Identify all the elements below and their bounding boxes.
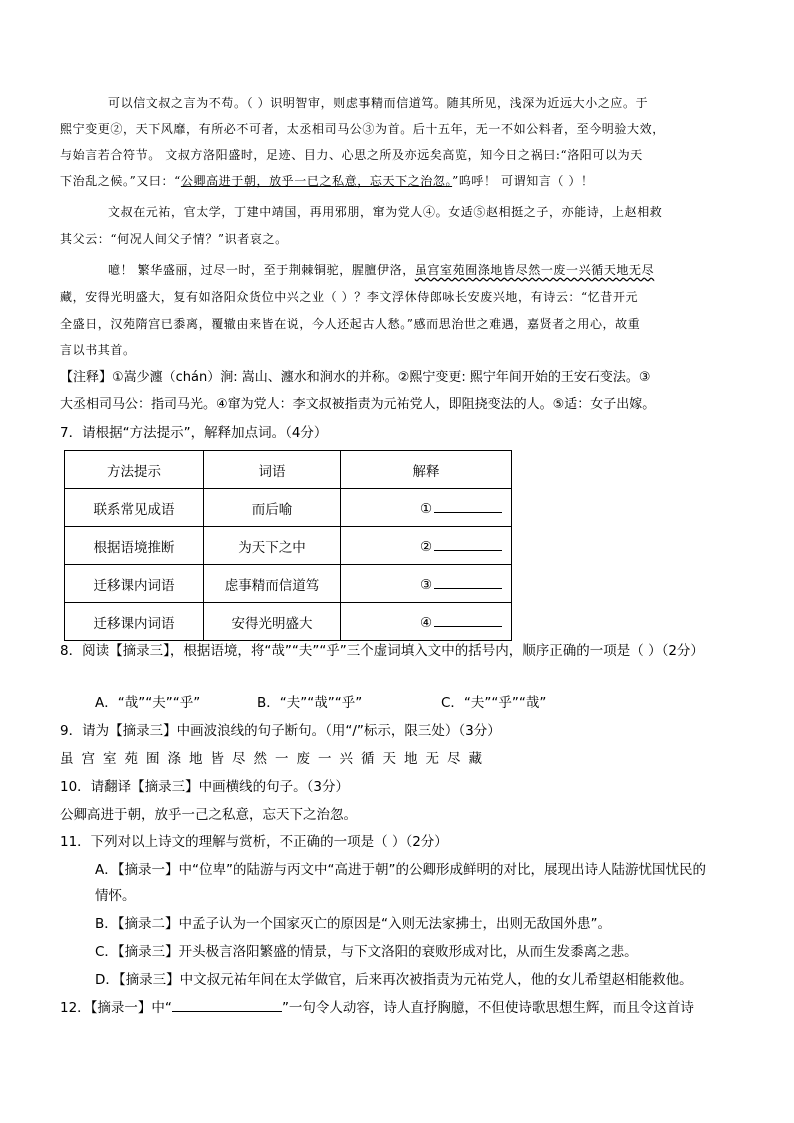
answer-blank[interactable] <box>434 536 502 551</box>
passage-text: 噫！ 繁华盛丽，过尽一时，至于荆棘铜驼，腥膻伊洛， <box>108 263 415 277</box>
passage-text: ”呜呼！ 可谓知言（ ）！ <box>452 174 594 188</box>
table-row <box>65 603 512 641</box>
answer-number: ④ <box>419 615 433 631</box>
option-d[interactable]: D．【摘录三】中文叔元祐年间在太学做官，后来再次被指责为元祐党人，他的女儿希望赵相能救他。 <box>95 972 693 988</box>
table-row <box>65 565 512 603</box>
passage-line: 藏，安得光明盛大，复有如洛阳众货位中兴之业（ ）？李文浮休侍郎咏长安废兴地，有诗云：“忆昔开元 <box>60 290 639 304</box>
underlined-sentence: 公卿高进于朝，放乎一已之私意，忘天下之治忽。 <box>180 174 453 188</box>
answer-blank[interactable] <box>434 498 502 513</box>
method-cell: 迁移课内词语 <box>65 565 204 603</box>
passage-line: 熙宁变更②，天下风靡，有所必不可者，太丞相司马公③为首。后十五年，无一不如公料者，至今明验大效， <box>60 122 665 136</box>
answer-number: ① <box>419 501 433 517</box>
question-11-stem: 11．下列对以上诗文的理解与赏析，不正确的一项是（ ）（2分） <box>60 834 448 850</box>
passage-line: 可以信文叔之言为不苟。（ ）识明智审，则虑事精而信道笃。随其所见，浅深为近远大小之应。于 <box>108 96 649 110</box>
question-8-stem: 8．阅读【摘录三】，根据语境，将“哉”“夫”“乎”三个虚词填入文中的括号内，顺序正确的一项是（ ）（2分） <box>60 643 704 659</box>
answer-cell[interactable] <box>341 489 512 527</box>
q12-suffix: ”一句令人动容，诗人直抒胸臆，不但使诗歌思想生辉，而且令这首诗 <box>281 1000 694 1016</box>
question-9-stem: 9．请为【摘录三】中画波浪线的句子断句。（用“/”标示，限三处）（3分） <box>60 723 501 739</box>
passage-line: 文叔在元祐，官太学，丁建中靖国，再用邪朋，窜为党人④。女适⑤赵相挺之子，亦能诗，上赵相救 <box>108 205 663 219</box>
method-cell: 联系常见成语 <box>65 489 204 527</box>
passage-line: 言以书其首。 <box>60 343 136 357</box>
passage-line: 其父云：“何况人间父子情？”识者哀之。 <box>60 232 288 246</box>
answer-number: ② <box>419 539 433 555</box>
option-a-continued: 情怀。 <box>95 888 136 904</box>
table-header-row <box>65 451 512 489</box>
answer-cell[interactable] <box>341 603 512 641</box>
option-b[interactable]: B．【摘录二】中孟子认为一个国家灭亡的原因是“入则无法家拂士，出则无敌国外患”。 <box>95 916 611 932</box>
fill-blank[interactable] <box>172 996 282 1012</box>
table-header: 方法提示 <box>65 451 204 489</box>
table-header: 词语 <box>204 451 341 489</box>
word-cell: 虑事精而信道笃 <box>204 565 341 603</box>
sentence-to-translate: 公卿高进于朝，放乎一己之私意，忘天下之治忽。 <box>60 807 357 823</box>
answer-blank[interactable] <box>434 574 502 589</box>
table-header: 解释 <box>341 451 512 489</box>
question-10-stem: 10．请翻译【摘录三】中画横线的句子。（3分） <box>60 779 350 795</box>
option-a[interactable]: A．【摘录一】中“位卑”的陆游与丙文中“高进于朝”的公卿形成鲜明的对比，展现出诗人陆游忧国忧民的 <box>95 862 706 878</box>
question-12-stem <box>60 996 694 1020</box>
notes-line: 大丞相司马公：指司马光。④窜为党人：李文叔被指责为元祐党人，即阻挠变法的人。⑤适：女子出嫁。 <box>60 397 656 412</box>
passage-text: 下治乱之候。”又曰：“ <box>60 174 181 188</box>
wavy-sentence: 虽宫室苑囿涤地皆尽然一废一兴循天地无尽 <box>414 263 655 277</box>
q12-prefix: 12．【摘录一】中“ <box>60 1000 172 1016</box>
method-cell: 根据语境推断 <box>65 527 204 565</box>
word-cell: 而后喻 <box>204 489 341 527</box>
answer-cell[interactable] <box>341 565 512 603</box>
question-7-stem: 7．请根据“方法提示”，解释加点词。（4分） <box>60 425 328 441</box>
answer-number: ③ <box>419 577 433 593</box>
passage-line <box>60 170 736 193</box>
answer-cell[interactable] <box>341 527 512 565</box>
passage-line: 与始言若合符节。 文叔方洛阳盛时，足迹、目力、心思之所及亦远矣高览，知今日之祸曰:“洛阳可以为天 <box>60 148 643 162</box>
table-row <box>65 527 512 565</box>
option-b[interactable]: B．“夫”“哉”“乎” <box>257 695 363 711</box>
sentence-to-punctuate: 虽宫室苑囿涤地皆尽然一废一兴循天地无尽藏 <box>60 751 490 767</box>
notes-line: 【注释】①嵩少瀍（chán）涧: 嵩山、瀍水和涧水的并称。②熙宁变更: 熙宁年间开始的王安石变法。③ <box>60 370 651 385</box>
option-c[interactable]: C．【摘录三】开头极言洛阳繁盛的情景，与下文洛阳的衰败形成对比，从而生发黍离之悲。 <box>95 944 638 960</box>
word-cell: 为天下之中 <box>204 527 341 565</box>
word-cell: 安得光明盛大 <box>204 603 341 641</box>
method-table <box>64 450 512 641</box>
passage-line <box>60 259 784 282</box>
option-c[interactable]: C．“夫”“乎”“哉” <box>441 695 547 711</box>
table-row <box>65 489 512 527</box>
option-a[interactable]: A．“哉”“夫”“乎” <box>95 695 201 711</box>
answer-blank[interactable] <box>434 612 502 627</box>
method-cell: 迁移课内词语 <box>65 603 204 641</box>
passage-line: 全盛日，汉苑隋宫已黍离，覆辙由来皆在说，今人还起古人愁。”感而思治世之难遇，嘉贤者之用心，故重 <box>60 317 641 331</box>
